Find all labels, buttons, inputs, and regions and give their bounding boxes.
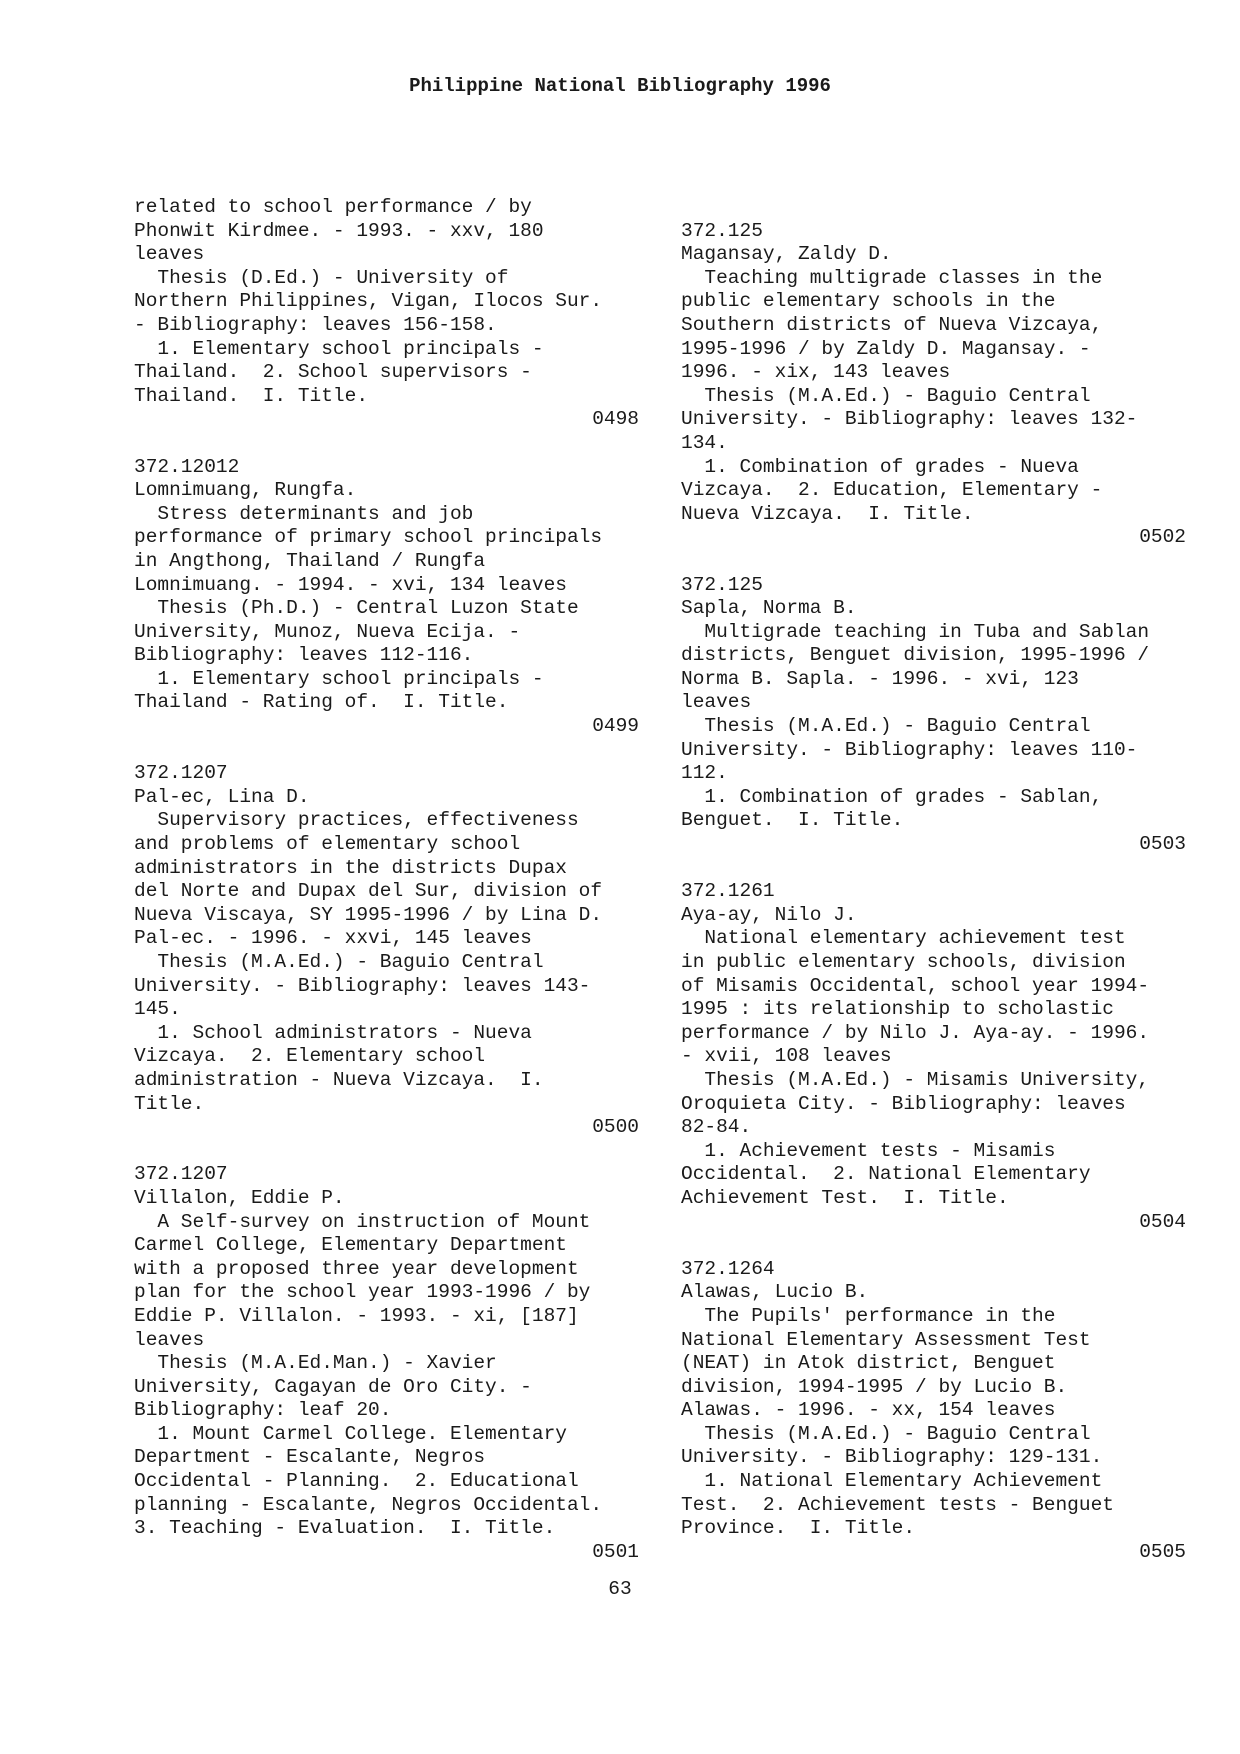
entry-line: University, Munoz, Nueva Ecija. - xyxy=(134,620,521,643)
page-number: 63 xyxy=(608,1578,632,1600)
entry-line: public elementary schools in the xyxy=(681,290,1056,313)
entry-number: 0499 xyxy=(592,715,639,738)
entry-number: 0503 xyxy=(1139,833,1186,856)
entry-line: Bibliography: leaves 112-116. xyxy=(134,644,474,667)
entry-line: Southern districts of Nueva Vizcaya, xyxy=(681,313,1103,336)
entry-line: Thesis (M.A.Ed.Man.) - Xavier xyxy=(134,1352,497,1375)
entry-line: Test. 2. Achievement tests - Benguet xyxy=(681,1493,1114,1516)
entry-line: Nueva Vizcaya. I. Title. xyxy=(681,502,974,525)
bibliography-entry xyxy=(134,762,639,1140)
entry-line: Villalon, Eddie P. xyxy=(134,1186,345,1209)
call-number: 372.1207 xyxy=(134,762,228,785)
bibliography-entry xyxy=(134,196,639,432)
entry-line: Nueva Viscaya, SY 1995-1996 / by Lina D. xyxy=(134,903,603,926)
entry-line: Vizcaya. 2. Education, Elementary - xyxy=(681,479,1103,502)
entry-line: 1. School administrators - Nueva xyxy=(134,1021,532,1044)
entry-line: Thesis (M.A.Ed.) - Baguio Central xyxy=(681,384,1091,407)
entry-line: Thesis (M.A.Ed.) - Baguio Central xyxy=(134,951,544,973)
call-number: 372.12012 xyxy=(134,455,240,478)
call-number: 372.1207 xyxy=(134,1163,228,1186)
entry-line: Bibliography: leaf 20. xyxy=(134,1399,392,1422)
entry-line: 3. Teaching - Evaluation. I. Title. xyxy=(134,1517,556,1540)
entry-line: leaves xyxy=(134,1328,205,1351)
bibliography-entry xyxy=(681,880,1186,1234)
entry-line: Pal-ec, Lina D. xyxy=(134,785,310,808)
entry-line: with a proposed three year development xyxy=(134,1257,579,1280)
bibliography-entry xyxy=(134,456,639,739)
entry-line: Thesis (M.A.Ed.) - Misamis University, xyxy=(681,1068,1150,1091)
entry-line: of Misamis Occidental, school year 1994- xyxy=(681,974,1150,997)
entry-line: University. - Bibliography: leaves 110- xyxy=(681,738,1138,761)
entry-number: 0498 xyxy=(592,408,639,431)
entry-line: 1. Achievement tests - Misamis xyxy=(681,1139,1056,1162)
entry-line: leaves xyxy=(134,243,205,266)
entry-line: 1. Combination of grades - Nueva xyxy=(681,455,1079,478)
entry-line: 1. National Elementary Achievement xyxy=(681,1470,1103,1493)
entry-line: 145. xyxy=(134,998,181,1021)
entry-line: 134. xyxy=(681,431,728,454)
entry-line: Alawas. - 1996. - xx, 154 leaves xyxy=(681,1399,1056,1422)
page-title: Philippine National Bibliography 1996 xyxy=(409,75,831,97)
entry-line: 112. xyxy=(681,762,728,785)
entry-line: Lomnimuang, Rungfa. xyxy=(134,479,357,502)
entry-line: University. - Bibliography: 129-131. xyxy=(681,1446,1103,1469)
entry-number: 0502 xyxy=(1139,526,1186,549)
entry-line: Benguet. I. Title. xyxy=(681,809,904,832)
entry-line: del Norte and Dupax del Sur, division of xyxy=(134,880,603,903)
entry-line: 1. Elementary school principals - xyxy=(134,337,544,360)
entry-line: Occidental. 2. National Elementary xyxy=(681,1163,1091,1186)
entry-line: districts, Benguet division, 1995-1996 / xyxy=(681,644,1150,667)
entry-line: 1995-1996 / by Zaldy D. Magansay. - xyxy=(681,337,1091,360)
entry-line: Thesis (D.Ed.) - University of xyxy=(134,266,509,289)
entry-line: Sapla, Norma B. xyxy=(681,597,857,620)
entry-line: Thailand. I. Title. xyxy=(134,384,369,407)
entry-line: Achievement Test. I. Title. xyxy=(681,1186,1009,1209)
entry-line: division, 1994-1995 / by Lucio B. xyxy=(681,1375,1068,1398)
entry-line: 1995 : its relationship to scholastic xyxy=(681,998,1114,1021)
call-number: 372.1264 xyxy=(681,1257,775,1280)
bibliography-entry xyxy=(134,1163,639,1564)
entry-number: 0500 xyxy=(592,1116,639,1139)
entry-line: 1. Combination of grades - Sablan, xyxy=(681,785,1103,808)
entry-line: Phonwit Kirdmee. - 1993. - xxv, 180 xyxy=(134,219,544,242)
entry-line: Supervisory practices, effectiveness xyxy=(134,809,579,832)
entry-line: University. - Bibliography: leaves 132- xyxy=(681,408,1138,431)
entry-number: 0504 xyxy=(1139,1210,1186,1233)
left-column xyxy=(134,196,639,1588)
entry-line: University. - Bibliography: leaves 143- xyxy=(134,974,591,997)
entry-line: (NEAT) in Atok district, Benguet xyxy=(681,1352,1056,1375)
entry-line: Carmel College, Elementary Department xyxy=(134,1234,567,1257)
entry-line: Multigrade teaching in Tuba and Sablan xyxy=(681,620,1150,643)
entry-line: Occidental - Planning. 2. Educational xyxy=(134,1470,579,1493)
call-number: 372.125 xyxy=(681,573,763,596)
right-column xyxy=(681,220,1186,1588)
entry-line: Magansay, Zaldy D. xyxy=(681,243,892,266)
entry-line: Thesis (Ph.D.) - Central Luzon State xyxy=(134,597,579,620)
entry-line: Pal-ec. - 1996. - xxvi, 145 leaves xyxy=(134,927,532,950)
entry-line: - Bibliography: leaves 156-158. xyxy=(134,313,497,336)
entry-line: Thailand. 2. School supervisors - xyxy=(134,361,532,384)
entry-line: National elementary achievement test xyxy=(681,927,1126,950)
entry-line: Thesis (M.A.Ed.) - Baguio Central xyxy=(681,1422,1091,1445)
entry-line: Aya-ay, Nilo J. xyxy=(681,903,857,926)
entry-line: 1. Mount Carmel College. Elementary xyxy=(134,1422,567,1445)
entry-line: performance / by Nilo J. Aya-ay. - 1996. xyxy=(681,1021,1150,1044)
entry-line: Stress determinants and job xyxy=(134,502,474,525)
entry-line: Norma B. Sapla. - 1996. - xvi, 123 xyxy=(681,667,1079,690)
entry-line: in public elementary schools, division xyxy=(681,951,1126,973)
bibliography-entry xyxy=(681,220,1186,550)
entry-line: The Pupils' performance in the xyxy=(681,1304,1056,1327)
entry-line: Title. xyxy=(134,1092,205,1115)
entry-line: Oroquieta City. - Bibliography: leaves xyxy=(681,1092,1126,1115)
entry-line: 1. Elementary school principals - xyxy=(134,667,544,690)
entry-line: leaves xyxy=(681,691,752,714)
entry-line: performance of primary school principals xyxy=(134,526,603,549)
call-number: 372.125 xyxy=(681,219,763,242)
entry-line: National Elementary Assessment Test xyxy=(681,1328,1091,1351)
entry-line: administration - Nueva Vizcaya. I. xyxy=(134,1068,544,1091)
entry-line: administrators in the districts Dupax xyxy=(134,856,567,879)
entry-line: Eddie P. Villalon. - 1993. - xi, [187] xyxy=(134,1304,579,1327)
call-number: 372.1261 xyxy=(681,880,775,903)
entry-line: in Angthong, Thailand / Rungfa xyxy=(134,549,486,572)
entry-line: and problems of elementary school xyxy=(134,833,521,856)
entry-line: Teaching multigrade classes in the xyxy=(681,266,1103,289)
entry-line: plan for the school year 1993-1996 / by xyxy=(134,1281,591,1304)
entry-line: Thailand - Rating of. I. Title. xyxy=(134,691,509,714)
entry-line: 1996. - xix, 143 leaves xyxy=(681,361,951,384)
entry-line: related to school performance / by xyxy=(134,196,532,218)
entry-line: planning - Escalante, Negros Occidental. xyxy=(134,1493,603,1516)
entry-line: - xvii, 108 leaves xyxy=(681,1045,892,1068)
entry-line: Northern Philippines, Vigan, Ilocos Sur. xyxy=(134,290,603,313)
entry-number: 0501 xyxy=(592,1540,639,1563)
entry-line: Department - Escalante, Negros xyxy=(134,1446,486,1469)
entry-line: University, Cagayan de Oro City. - xyxy=(134,1375,532,1398)
entry-line: Province. I. Title. xyxy=(681,1517,916,1540)
bibliography-entry xyxy=(681,1258,1186,1565)
entry-line: Lomnimuang. - 1994. - xvi, 134 leaves xyxy=(134,573,567,596)
bibliography-entry xyxy=(681,574,1186,857)
entry-line: Vizcaya. 2. Elementary school xyxy=(134,1045,486,1068)
entry-line: 82-84. xyxy=(681,1116,752,1139)
entry-line: Alawas, Lucio B. xyxy=(681,1281,869,1304)
entry-number: 0505 xyxy=(1139,1540,1186,1563)
entry-line: Thesis (M.A.Ed.) - Baguio Central xyxy=(681,715,1091,738)
entry-line: A Self-survey on instruction of Mount xyxy=(134,1210,591,1233)
